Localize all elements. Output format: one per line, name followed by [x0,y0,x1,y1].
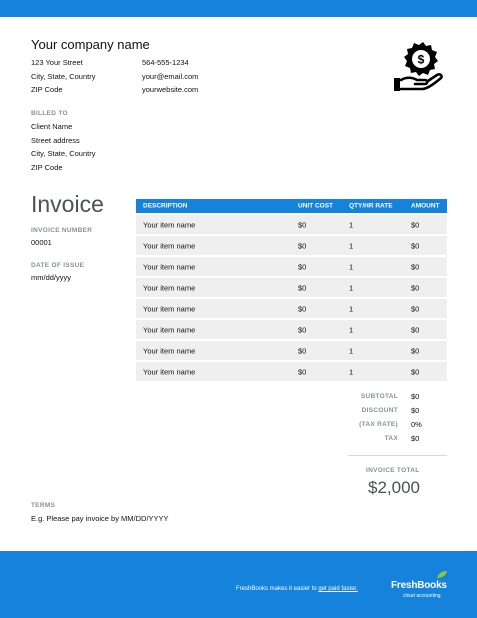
table-row [136,236,447,255]
address-line: ZIP Code [31,85,63,94]
billed-to-details [31,120,95,174]
item-unit-cost: $0 [298,262,307,271]
company-contact [142,56,198,97]
contact-phone: 564-555-1234 [142,58,189,67]
header-description: DESCRIPTION [143,202,188,210]
item-amount: $0 [411,220,420,229]
table-row [136,215,447,234]
table-row [136,299,447,318]
item-amount: $0 [411,262,420,271]
header-amount: AMOUNT [411,202,440,210]
invoice-total-label: INVOICE TOTAL [366,467,420,474]
item-qty: 1 [349,325,354,334]
item-unit-cost: $0 [298,241,307,250]
subtotal-row [340,391,450,405]
item-unit-cost: $0 [298,367,307,376]
item-amount: $0 [411,283,420,292]
company-address [31,56,95,97]
discount-row [340,405,450,419]
client-name: Client Name [31,122,73,131]
freshbooks-tagline: cloud accounting [403,593,441,599]
item-unit-cost: $0 [298,304,307,313]
tax-row [340,433,450,447]
discount-value: $0 [411,406,420,415]
item-description: Your item name [143,262,196,271]
item-description: Your item name [143,367,196,376]
tax-rate-row [340,419,450,433]
table-row [136,341,447,360]
item-qty: 1 [349,367,354,376]
company-name: Your company name [31,37,150,52]
item-description: Your item name [143,304,196,313]
table-row [136,278,447,297]
client-city: City, State, Country [31,149,96,158]
item-amount: $0 [411,325,420,334]
item-description: Your item name [143,346,196,355]
client-street: Street address [31,135,80,145]
date-of-issue-label: DATE OF ISSUE [31,262,85,269]
item-description: Your item name [143,241,196,250]
address-line: City, State, Country [31,71,96,81]
table-row [136,257,447,276]
item-amount: $0 [411,304,420,313]
hand-with-dollar-badge-icon [392,40,444,94]
header-qty-rate: QTY/HR RATE [349,202,393,210]
invoice-number-label: INVOICE NUMBER [31,227,93,234]
line-items-table [136,199,447,381]
item-qty: 1 [349,241,354,250]
billed-to-label: BILLED TO [31,110,68,117]
table-row [136,362,447,381]
item-description: Your item name [143,283,196,292]
contact-email: your@email.com [142,71,199,81]
invoice-title: Invoice [31,191,104,217]
item-qty: 1 [349,262,354,271]
totals-block [340,391,450,447]
terms-text: E.g. Please pay invoice by MM/DD/YYYY [31,514,169,523]
header-unit-cost: UNIT COST [298,202,334,210]
item-unit-cost: $0 [298,346,307,355]
item-unit-cost: $0 [298,325,307,334]
top-accent-bar [0,0,477,17]
discount-label: DISCOUNT [361,407,398,414]
date-of-issue: mm/dd/yyyy [31,273,72,282]
table-row [136,320,447,339]
table-header [136,199,447,213]
leaf-icon [437,571,447,578]
invoice-total-value: $2,000 [368,478,420,497]
item-qty: 1 [349,304,354,313]
freshbooks-logo[interactable]: FreshBooks [391,580,447,591]
address-line: 123 Your Street [31,58,83,67]
item-qty: 1 [349,220,354,229]
item-unit-cost: $0 [298,283,307,292]
footer-tagline [236,586,358,592]
footer-tagline-text: FreshBooks makes it easier to [236,586,319,592]
tax-value: $0 [411,434,420,443]
item-amount: $0 [411,241,420,250]
terms-label: TERMS [31,502,56,509]
contact-website: yourwebsite.com [142,85,199,94]
item-unit-cost: $0 [298,220,307,229]
invoice-number: 00001 [31,238,52,247]
item-qty: 1 [349,283,354,292]
svg-text:$: $ [417,52,425,67]
item-description: Your item name [143,220,196,229]
tax-rate-label: (TAX RATE) [359,421,398,428]
subtotal-value: $0 [411,392,420,401]
item-description: Your item name [143,325,196,334]
tax-label: TAX [384,435,398,442]
subtotal-label: SUBTOTAL [360,393,398,400]
get-paid-faster-link[interactable]: get paid faster. [318,586,358,592]
item-amount: $0 [411,367,420,376]
client-zip: ZIP Code [31,162,63,172]
item-qty: 1 [349,346,354,355]
tax-rate-value: 0% [411,420,422,429]
totals-divider [348,455,447,456]
item-amount: $0 [411,346,420,355]
